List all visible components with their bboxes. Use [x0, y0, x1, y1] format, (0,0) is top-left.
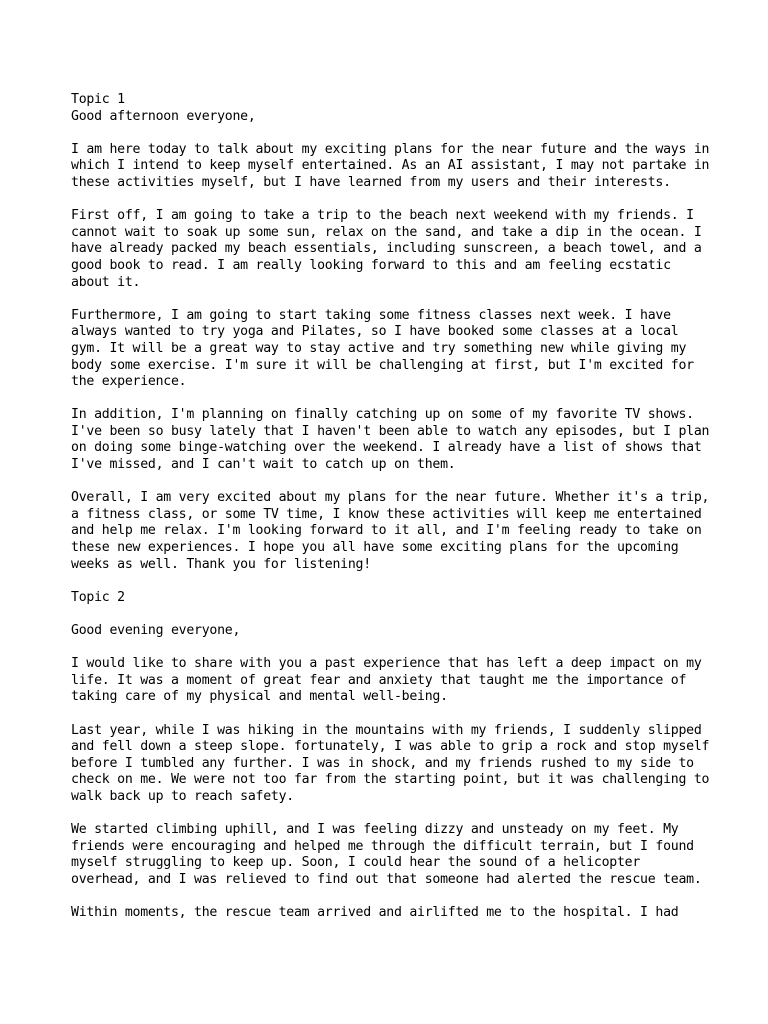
paragraph: [71, 490, 711, 573]
heading-text: Topic 2: [71, 589, 125, 605]
paragraph-spacer: [71, 573, 711, 590]
text-line: Good afternoon everyone,: [71, 108, 256, 124]
text-line: In addition, I'm planning on finally catching up on some of my favorite TV shows.: [71, 407, 694, 423]
text-line: Within moments, the rescue team arrived and airlifted me to the hospital. I had: [71, 905, 679, 921]
text-line: I've been so busy lately that I haven't been able to watch any episodes, but I plan: [71, 423, 710, 439]
paragraph: [71, 142, 711, 192]
text-line: taking care of my physical and mental well-being.: [71, 689, 448, 705]
text-line: on doing some binge-watching over the weekend. I already have a list of shows that: [71, 440, 702, 456]
paragraph: [71, 905, 711, 922]
paragraph-spacer: [71, 125, 711, 142]
text-line: check on me. We were not too far from the starting point, but it was challenging to: [71, 772, 710, 788]
section-heading: [71, 590, 711, 607]
text-line: Last year, while I was hiking in the mountains with my friends, I suddenly slipped: [71, 722, 702, 738]
text-line: have already packed my beach essentials, including sunscreen, a beach towel, and a: [71, 241, 702, 257]
paragraph-spacer: [71, 806, 711, 823]
document-page: [71, 92, 711, 922]
text-line: I've missed, and I can't wait to catch up on them.: [71, 457, 456, 473]
paragraph-spacer: [71, 706, 711, 723]
paragraph: [71, 208, 711, 291]
text-line: before I tumbled any further. I was in shock, and my friends rushed to my side to: [71, 755, 694, 771]
paragraph: [71, 822, 711, 888]
paragraph: [71, 656, 711, 706]
text-line: myself struggling to keep up. Soon, I could hear the sound of a helicopter: [71, 855, 641, 871]
text-line: a fitness class, or some TV time, I know these activities will keep me entertained: [71, 506, 702, 522]
paragraph: [71, 308, 711, 391]
text-line: and fell down a steep slope. fortunately, I was able to grip a rock and stop myself: [71, 739, 710, 755]
paragraph: [71, 109, 711, 126]
paragraph-spacer: [71, 291, 711, 308]
heading-text: Topic 1: [71, 92, 125, 107]
text-line: I am here today to talk about my exciting plans for the near future and the ways in: [71, 141, 710, 157]
paragraph-spacer: [71, 192, 711, 209]
paragraph: [71, 723, 711, 806]
paragraph-spacer: [71, 391, 711, 408]
text-line: Good evening everyone,: [71, 623, 241, 638]
paragraph-spacer: [71, 889, 711, 906]
text-line: weeks as well. Thank you for listening!: [71, 556, 371, 572]
text-line: the experience.: [71, 374, 187, 390]
text-line: friends were encouraging and helped me through the difficult terrain, but I found: [71, 838, 694, 854]
text-line: I would like to share with you a past experience that has left a deep impact on my: [71, 656, 702, 672]
text-line: these activities myself, but I have learned from my users and their interests.: [71, 174, 671, 190]
text-line: good book to read. I am really looking forward to this and am feeling ecstatic: [71, 257, 671, 273]
paragraph-spacer: [71, 474, 711, 491]
text-line: which I intend to keep myself entertained. As an AI assistant, I may not partake in: [71, 158, 710, 174]
text-line: walk back up to reach safety.: [71, 788, 294, 804]
text-line: gym. It will be a great way to stay active and try something new while giving my: [71, 340, 687, 356]
text-line: We started climbing uphill, and I was feeling dizzy and unsteady on my feet. My: [71, 822, 679, 838]
text-line: and help me relax. I'm looking forward to it all, and I'm feeling ready to take on: [71, 523, 702, 539]
paragraph-spacer: [71, 640, 711, 657]
text-line: about it.: [71, 274, 141, 290]
text-line: these new experiences. I hope you all have some exciting plans for the upcoming: [71, 540, 679, 556]
text-line: always wanted to try yoga and Pilates, so I have booked some classes at a local: [71, 324, 679, 340]
text-line: First off, I am going to take a trip to the beach next weekend with my friends. I: [71, 208, 694, 224]
text-line: body some exercise. I'm sure it will be challenging at first, but I'm excited for: [71, 357, 694, 373]
text-line: life. It was a moment of great fear and anxiety that taught me the importance of: [71, 672, 687, 688]
paragraph-spacer: [71, 606, 711, 623]
paragraph: [71, 623, 711, 640]
text-line: Furthermore, I am going to start taking some fitness classes next week. I have: [71, 307, 671, 323]
text-line: cannot wait to soak up some sun, relax on the sand, and take a dip in the ocean. I: [71, 224, 702, 240]
text-line: Overall, I am very excited about my plans for the near future. Whether it's a trip,: [71, 490, 710, 506]
text-line: overhead, and I was relieved to find out that someone had alerted the rescue team.: [71, 871, 702, 887]
paragraph: [71, 407, 711, 473]
section-heading: [71, 92, 711, 109]
